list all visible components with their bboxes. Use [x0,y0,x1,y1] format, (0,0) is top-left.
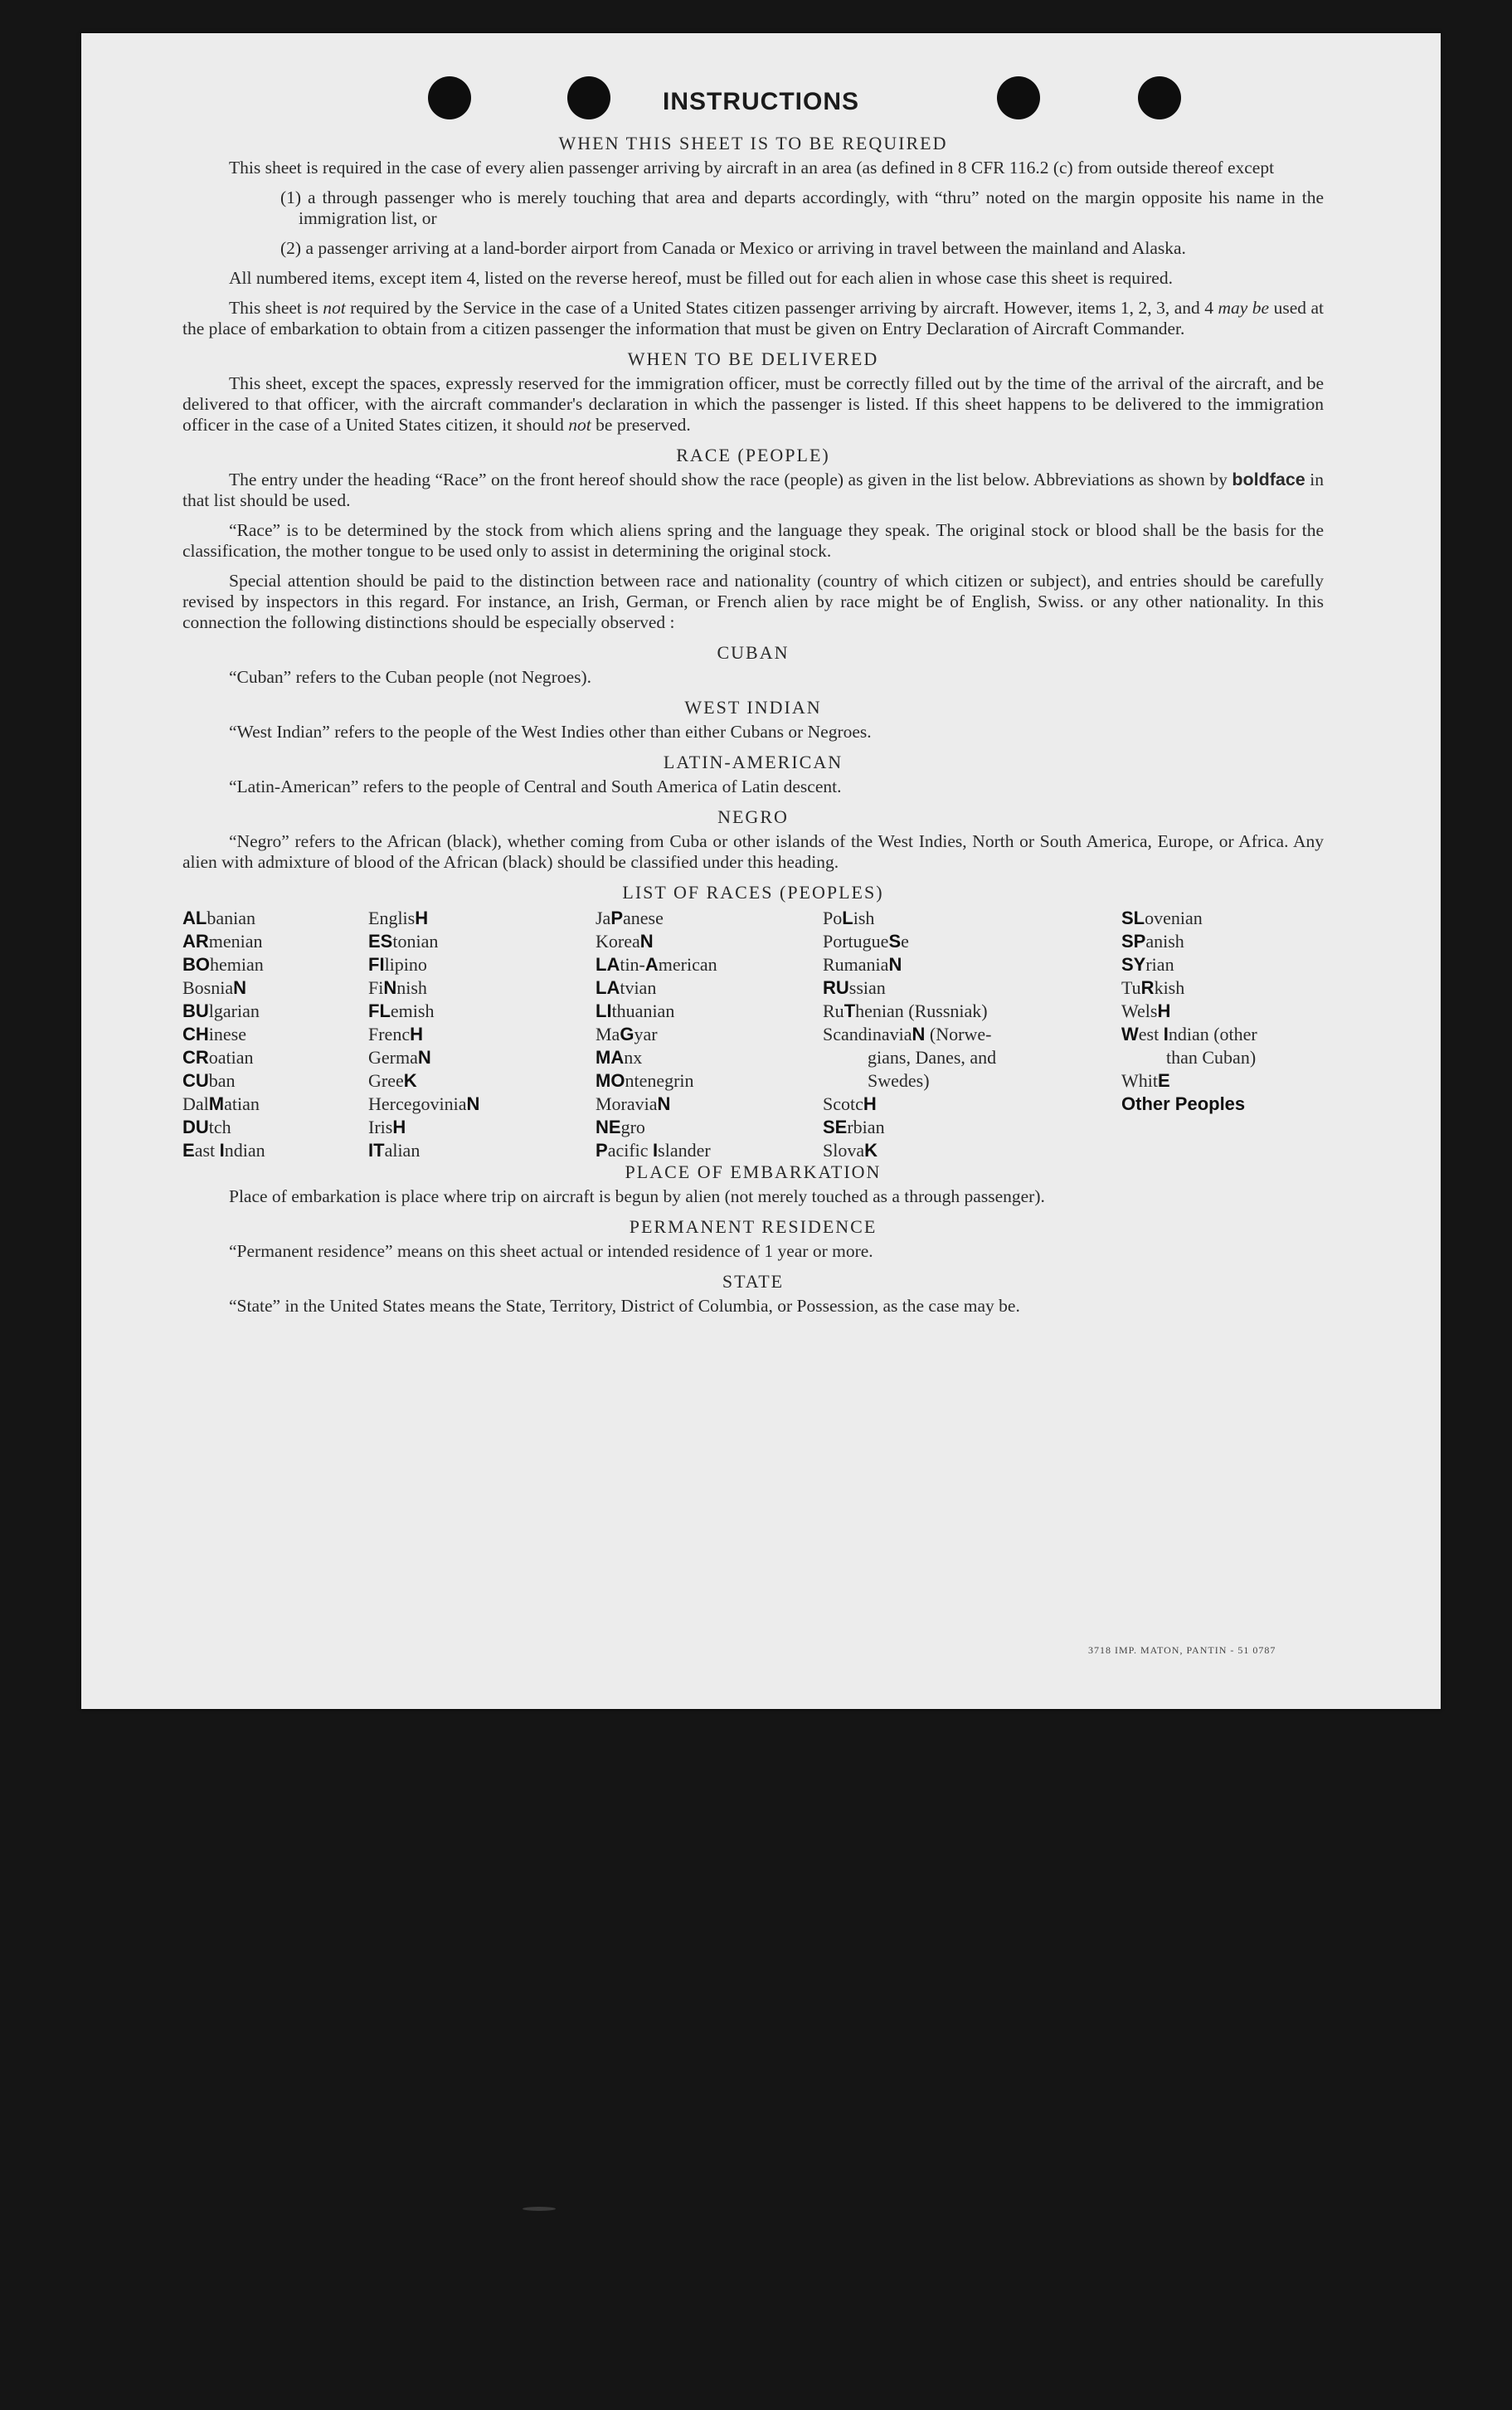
heading-when-delivered: WHEN TO BE DELIVERED [627,348,879,369]
race-entry: SErbian [823,1117,885,1137]
printer-imprint: 3718 IMP. MATON, PANTIN - 51 0787 [1088,1644,1276,1656]
race-entry: JaPanese [596,908,664,928]
race-entry: KoreaN [596,931,654,952]
race-entry: CUban [182,1070,236,1091]
race-list [182,907,1324,1161]
heading-cuban: CUBAN [717,642,790,663]
race-entry: EStonian [368,931,439,952]
paragraph-cuban: “Cuban” refers to the Cuban people (not Negroes). [229,667,592,687]
heading-embarkation: PLACE OF EMBARKATION [625,1161,882,1182]
race-entry: gians, Danes, and [868,1047,997,1068]
race-column-5 [1121,907,1257,1116]
race-entry: Pacific Islander [596,1140,711,1161]
race-entry: GermaN [368,1047,431,1068]
race-entry: NEgro [596,1117,645,1137]
heading-latin-american: LATIN-AMERICAN [663,752,844,772]
race-entry: GreeK [368,1070,417,1091]
paragraph-race-1: The entry under the heading “Race” on the front hereof should show the race (people) as given in the list below. Abbreviations as shown by boldface in that list should be used. [182,470,1324,510]
race-entry: Swedes) [868,1070,930,1091]
paragraph-delivered: This sheet, except the spaces, expressly reserved for the immigration officer, must be correctly filled out by the time of the arrival of the aircraft, and be delivered to that officer, with the aircraft commander's declaration in which the passenger is listed. If this sheet happens to be delivered to the immigration officer in the case of a United States citizen, it should not be preserved. [182,373,1324,435]
paragraph-race-3: Special attention should be paid to the distinction between race and nationality (country of which citizen or subject), and entries should be carefully revised by inspectors in this regard. For instance, an Irish, German, or French alien by race might be of English, Swiss. or any other nationality. In this connection the following distinctions should be especially observed : [182,571,1324,632]
page-title: INSTRUCTIONS [663,88,859,115]
title-row [81,88,1441,116]
race-entry: BUlgarian [182,1001,260,1021]
race-entry: BOhemian [182,954,264,975]
heading-negro: NEGRO [717,806,789,827]
exception-item-1: (1) a through passenger who is merely touching that area and departs accordingly, with “thru” noted on the margin opposite his name in the immigration list, or [280,187,1324,228]
race-entry: WelsH [1121,1001,1171,1021]
race-entry: East Indian [182,1140,265,1161]
race-entry: EnglisH [368,908,429,928]
race-entry: RuThenian (Russniak) [823,1001,988,1021]
race-entry: FLemish [368,1001,435,1021]
race-entry: CRoatian [182,1047,254,1068]
race-entry: LAtin-American [596,954,717,975]
heading-list-of-races: LIST OF RACES (PEOPLES) [622,882,884,903]
paragraph-race-2: “Race” is to be determined by the stock from which aliens spring and the language they speak. The original stock or blood shall be the basis for the classification, the mother tongue to be used only to assist in determining the original stock. [182,520,1324,561]
paragraph-required-1: This sheet is required in the case of every alien passenger arriving by aircraft in an area (as defined in 8 CFR 116.2 (c) from outside thereof except [229,158,1275,178]
race-entry: PoLish [823,908,875,928]
race-entry: ARmenian [182,931,263,952]
paragraph-required-3: This sheet is not required by the Service in the case of a United States citizen passenger arriving by aircraft. However, items 1, 2, 3, and 4 may be used at the place of embarkation to obtain from a citizen passenger the information that must be given on Entry Declaration of Aircraft Commander. [182,298,1324,338]
exception-item-2: (2) a passenger arriving at a land-border airport from Canada or Mexico or arriving in travel between the mainland and Alaska. [280,238,1186,258]
race-entry: SLovenian [1121,908,1203,928]
paragraph-state: “State” in the United States means the State, Territory, District of Columbia, or Possession, as the case may be. [229,1296,1020,1316]
race-entry: ScandinaviaN (Norwe- [823,1024,992,1044]
paragraph-permanent-residence: “Permanent residence” means on this sheet actual or intended residence of 1 year or more. [229,1241,873,1261]
heading-state: STATE [722,1271,785,1292]
race-entry: MaGyar [596,1024,658,1044]
race-entry: LAtvian [596,977,657,998]
race-entry: FIlipino [368,954,427,975]
race-entry: DUtch [182,1117,231,1137]
paragraph-required-2: All numbered items, except item 4, listed on the reverse hereof, must be filled out for each alien in whose case this sheet is required. [229,268,1173,288]
heading-race: RACE (PEOPLE) [676,445,830,465]
race-entry: MOntenegrin [596,1070,694,1091]
race-entry: HercegoviniaN [368,1093,480,1114]
race-entry: LIthuanian [596,1001,675,1021]
race-column-3 [596,907,717,1162]
race-entry: MAnx [596,1047,643,1068]
paragraph-negro: “Negro” refers to the African (black), whether coming from Cuba or other islands of the West Indies, North or South America, Europe, or Africa. Any alien with admixture of blood of the African (black) should be classified under this heading. [182,831,1324,872]
race-entry: TuRkish [1121,977,1185,998]
race-entry: MoraviaN [596,1093,671,1114]
scan-speck [523,2207,556,2211]
paragraph-latin-american: “Latin-American” refers to the people of Central and South America of Latin descent. [229,777,842,796]
race-entry: West Indian (other [1121,1024,1257,1044]
race-entry: ITalian [368,1140,421,1161]
race-entry: RUssian [823,977,886,998]
race-entry: ScotcH [823,1093,877,1114]
paragraph-west-indian: “West Indian” refers to the people of the West Indies other than either Cubans or Negroes. [229,722,872,742]
race-entry: SYrian [1121,954,1174,975]
race-entry: PortugueSe [823,931,909,952]
race-entry: IrisH [368,1117,406,1137]
race-entry: BosniaN [182,977,247,998]
race-entry: FrencH [368,1024,423,1044]
race-entry: FiNnish [368,977,427,998]
document-page [81,33,1441,1709]
race-entry: SPanish [1121,931,1184,952]
heading-west-indian: WEST INDIAN [684,697,822,718]
race-entry: ALbanian [182,908,255,928]
paragraph-embarkation: Place of embarkation is place where trip on aircraft is begun by alien (not merely touched as a through passenger). [229,1186,1045,1206]
race-entry: SlovaK [823,1140,878,1161]
heading-permanent-residence: PERMANENT RESIDENCE [629,1216,878,1237]
instructions-body [182,133,1324,1326]
heading-when-required: WHEN THIS SHEET IS TO BE REQUIRED [558,133,948,153]
race-entry: DalMatian [182,1093,260,1114]
race-entry: CHinese [182,1024,246,1044]
race-entry: WhitE [1121,1070,1170,1091]
race-entry: RumaniaN [823,954,902,975]
race-column-2 [368,907,479,1162]
race-column-1 [182,907,265,1162]
race-entry: than Cuban) [1166,1047,1257,1068]
race-column-4 [823,907,996,1162]
race-entry: Other Peoples [1121,1093,1246,1114]
